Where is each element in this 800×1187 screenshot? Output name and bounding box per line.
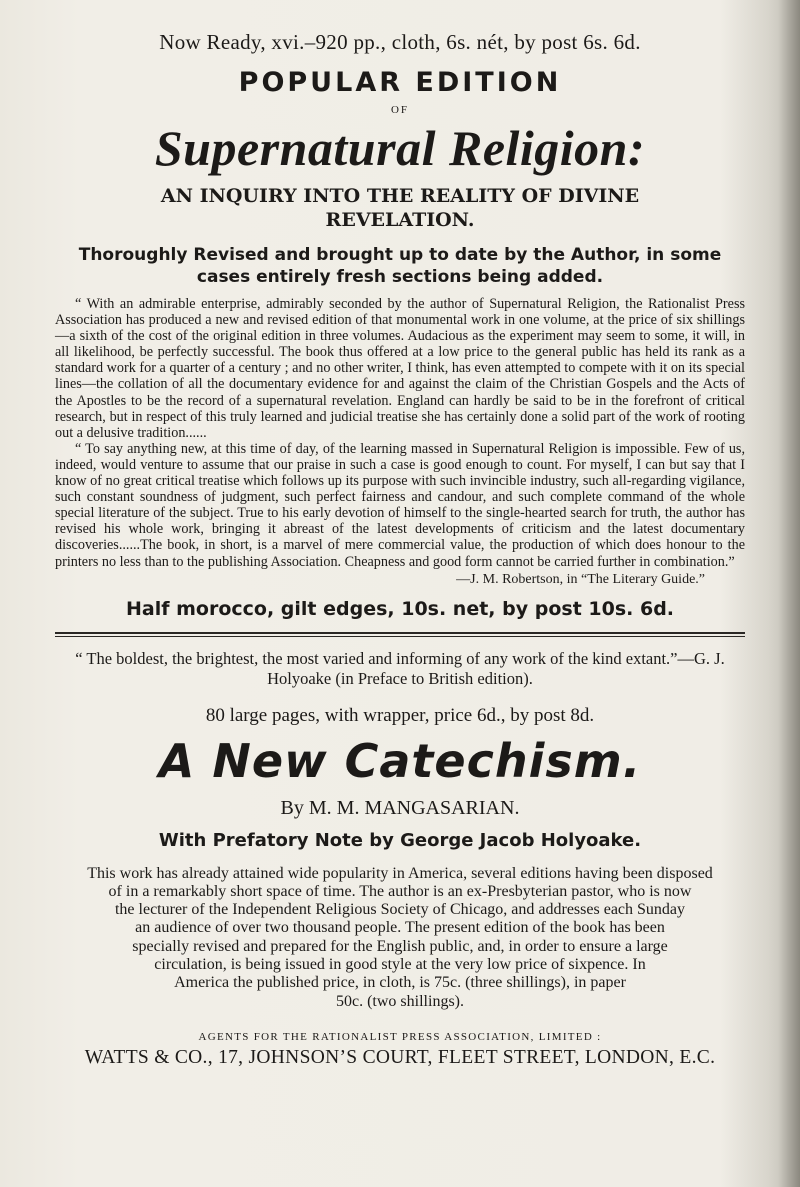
review-paragraph-2: “ To say anything new, at this time of day, of the learning massed in Supernatural Religion is impossible. Few of us, indeed, would venture to assume that our praise in such a case is good enough to count. For myself, I can but say that I know of no great critical treatise which follows up its purpose with such invincible industry, such all-regarding vigilance, such constant soundness of judgment, such perfect fairness and candour, and such complete command of the whole special literature of the subject. True to his early devotion of himself to the single-hearted search for truth, the author has revised his whole work, bringing it abreast of the latest developments of criticism and the latest documentary discoveries......The book, in short, is a marvel of mere commercial value, the production of which does honour to the printers no less than to the publishing Association. Cheapness and good form cannot be carried further in combination.” xyxy=(55,440,745,570)
popular-edition-heading: POPULAR EDITION xyxy=(238,67,562,98)
divider-rule-thin xyxy=(55,636,745,637)
description-line: This work has already attained wide popularity in America, several editions having been disposed xyxy=(87,864,713,882)
advertisement-content xyxy=(55,30,745,1069)
description-line: specially revised and prepared for the English public, and, in order to ensure a large xyxy=(132,937,668,955)
catechism-author: By M. M. MANGASARIAN. xyxy=(280,796,520,819)
description-line: 50c. (two shillings). xyxy=(336,992,464,1010)
description-line: of in a remarkably short space of time. The author is an ex-Presbyterian pastor, who is now xyxy=(108,882,692,900)
agents-line: AGENTS FOR THE RATIONALIST PRESS ASSOCIATION, LIMITED : xyxy=(198,1030,602,1043)
catechism-description xyxy=(55,865,745,1011)
catechism-pages-line: 80 large pages, with wrapper, price 6d., by post 8d. xyxy=(205,704,595,726)
prefatory-note: With Prefatory Note by George Jacob Holyoake. xyxy=(158,829,642,851)
holyoake-quote: “ The boldest, the brightest, the most varied and informing of any work of the kind extant.”—G. J. Holyoake (in Preface to British edition). xyxy=(75,648,725,688)
description-line: an audience of over two thousand people. The present edition of the book has been xyxy=(135,919,665,937)
description-line: circulation, is being issued in good style at the very low price of sixpence. In xyxy=(154,956,646,974)
description-line: America the published price, in cloth, is 75c. (three shillings), in paper xyxy=(174,974,626,992)
publisher-address: WATTS & CO., 17, JOHNSON’S COURT, FLEET STREET, LONDON, E.C. xyxy=(84,1046,716,1068)
book-subtitle: AN INQUIRY INTO THE REALITY OF DIVINE REVELATION. xyxy=(160,185,640,231)
review-attribution: —J. M. Robertson, in “The Literary Guide.” xyxy=(456,571,705,587)
revised-note: Thoroughly Revised and brought up to date by the Author, in some cases entirely fresh sections being added. xyxy=(78,245,722,287)
book-title: Supernatural Religion: xyxy=(154,120,646,176)
catechism-title: A New Catechism. xyxy=(158,733,642,788)
divider-rule xyxy=(55,632,745,634)
ready-line: Now Ready, xvi.–920 pp., cloth, 6s. nét, by post 6s. 6d. xyxy=(159,30,641,54)
page-edge-shadow xyxy=(778,0,800,1187)
of-label: OF xyxy=(390,104,410,116)
review-paragraph-1: “ With an admirable enterprise, admirably seconded by the author of Supernatural Religion, the Rationalist Press Association has produced a new and revised edition of that monumental work in one volume, at the price of six shillings—a sixth of the cost of the original edition in three volumes. Audacious as the experiment may seem to some, it will, in all likelihood, be perfectly successful. The book thus offered at a low price to the general public has held its rank as a standard work for a quarter of a century ; and no other writer, I think, has even attempted to compete with it on its special lines—the collation of all the documentary evidence for and against the claim of the Christian Gospels and the Acts of the Apostles to be the record of a supernatural revelation. England can hardly be said to be in the forefront of critical research, but in respect of this truly learned and judicial treatise she has certainly done a solid part of the work of rooting out a delusive tradition...... xyxy=(55,296,745,441)
review-quote xyxy=(55,296,745,570)
price-line: Half morocco, gilt edges, 10s. net, by post 10s. 6d. xyxy=(125,597,675,620)
description-line: the lecturer of the Independent Religious Society of Chicago, and addresses each Sunday xyxy=(114,901,686,919)
